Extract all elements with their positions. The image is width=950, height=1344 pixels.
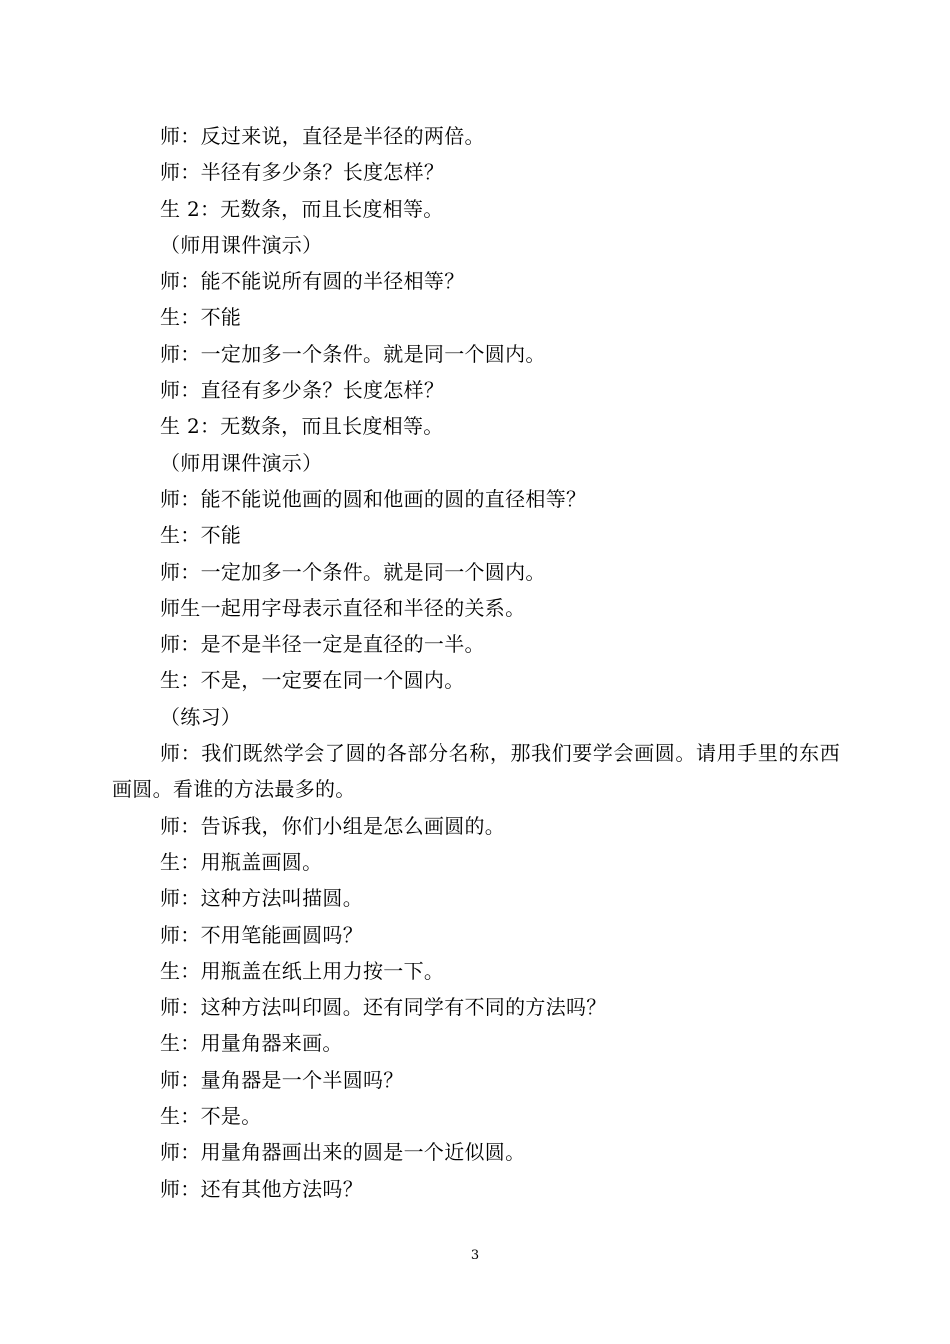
paragraph: 师：反过来说，直径是半径的两倍。 [160, 124, 485, 148]
paragraph: 师：直径有多少条？长度怎样？ [160, 378, 445, 403]
paragraph: 师：能不能说所有圆的半径相等？ [160, 269, 465, 294]
paragraph: 生 2：无数条，而且长度相等。 [160, 414, 444, 439]
paragraph: 师：还有其他方法吗？ [160, 1176, 363, 1201]
paragraph: 生：不能 [160, 523, 242, 548]
paragraph: 生：用瓶盖画圆。 [160, 849, 323, 874]
page-body [112, 118, 840, 1207]
paragraph: 师：一定加多一个条件。就是同一个圆内。 [160, 341, 546, 366]
page-number: 3 [470, 1248, 480, 1263]
paragraph: 师：这种方法叫描圆。 [160, 886, 363, 911]
paragraph: （练习） [160, 704, 242, 729]
paragraph: 生：用量角器来画。 [160, 1031, 343, 1056]
paragraph: 生：不是。 [160, 1104, 262, 1129]
paragraph: （师用课件演示） [160, 232, 323, 257]
paragraph: 师：告诉我，你们小组是怎么画圆的。 [160, 813, 506, 838]
paragraph: 师：半径有多少条？长度怎样？ [160, 160, 445, 185]
paragraph: 师：不用笔能画圆吗？ [160, 922, 363, 947]
paragraph: 生：不能 [160, 305, 242, 330]
paragraph: 师：用量角器画出来的圆是一个近似圆。 [160, 1140, 526, 1165]
paragraph: 师：我们既然学会了圆的各部分名称，那我们要学会画圆。请用手里的东西画圆。看谁的方法最多的。 [112, 741, 840, 802]
paragraph: 师：是不是半径一定是直径的一半。 [160, 632, 485, 657]
paragraph: 师：量角器是一个半圆吗？ [160, 1067, 404, 1092]
paragraph: 师：一定加多一个条件。就是同一个圆内。 [160, 559, 546, 584]
paragraph: 师生一起用字母表示直径和半径的关系。 [160, 595, 526, 620]
paragraph: 生 2：无数条，而且长度相等。 [160, 196, 444, 221]
paragraph: 师：能不能说他画的圆和他画的圆的直径相等？ [160, 486, 587, 511]
paragraph: （师用课件演示） [160, 450, 323, 475]
paragraph: 生：用瓶盖在纸上用力按一下。 [160, 958, 445, 983]
paragraph: 生：不是，一定要在同一个圆内。 [160, 668, 465, 693]
paragraph: 师：这种方法叫印圆。还有同学有不同的方法吗？ [160, 995, 607, 1020]
